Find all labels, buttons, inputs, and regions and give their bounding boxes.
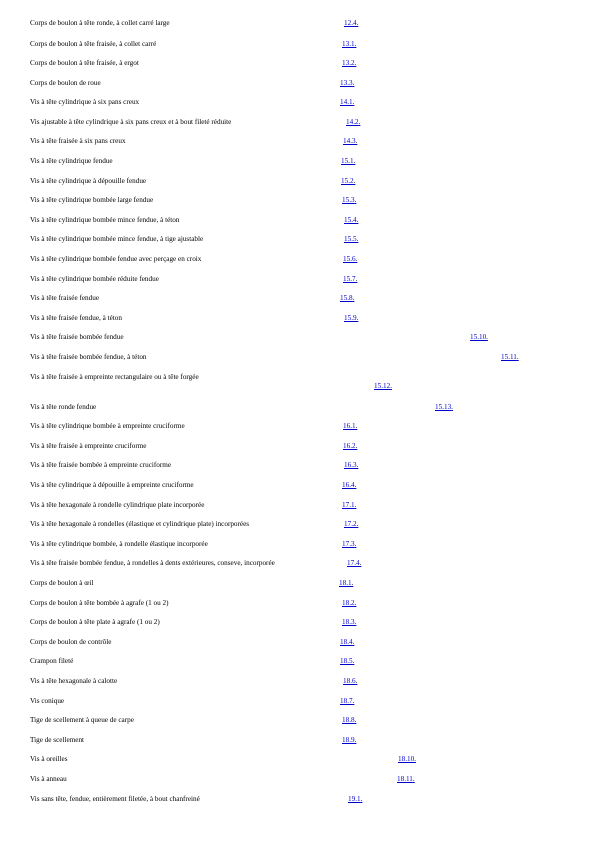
- index-term: Vis à tête cylindrique à dépouille à empreinte cruciforme: [30, 481, 194, 489]
- index-ref-link[interactable]: 15.11.: [501, 353, 519, 361]
- index-term: Vis à tête fraisée à empreinte rectangulaire ou à tête forgée: [30, 373, 199, 381]
- index-ref-link[interactable]: 14.1.: [340, 98, 355, 106]
- index-term: Tige de scellement à queue de carpe: [30, 716, 134, 724]
- index-ref-link[interactable]: 17.4.: [347, 559, 362, 567]
- index-entry: [30, 196, 575, 208]
- index-entry: [30, 716, 575, 728]
- index-ref-link[interactable]: 16.4.: [342, 481, 357, 489]
- index-ref-link[interactable]: 15.10.: [470, 333, 488, 341]
- index-ref-link[interactable]: 18.1.: [339, 579, 354, 587]
- index-entry: [30, 697, 575, 709]
- index-entry: [30, 59, 575, 71]
- index-ref-link[interactable]: 15.2.: [341, 177, 356, 185]
- index-term: Vis à tête cylindrique à dépouille fendue: [30, 177, 147, 185]
- index-ref-link[interactable]: 15.9.: [344, 314, 359, 322]
- index-ref-link[interactable]: 15.7.: [343, 275, 358, 283]
- index-entry: [30, 98, 575, 110]
- index-ref-link[interactable]: 15.4.: [344, 216, 359, 224]
- index-term: Vis à anneau: [30, 775, 67, 783]
- index-ref-link[interactable]: 18.9.: [342, 736, 357, 744]
- index-term: Vis à tête fraisée fendue, à téton: [30, 314, 122, 322]
- index-entry: [30, 442, 575, 454]
- index-ref-link[interactable]: 17.3.: [342, 540, 357, 548]
- index-term: Vis à tête cylindrique fendue: [30, 157, 113, 165]
- index-term: Vis à tête fraisée à empreinte cruciforme: [30, 442, 147, 450]
- index-ref-link[interactable]: 15.1.: [341, 157, 356, 165]
- index-term: Crampon fileté: [30, 657, 74, 665]
- index-term: Vis à tête fraisée fendue: [30, 294, 100, 302]
- index-entry: [30, 677, 575, 689]
- index-term: Corps de boulon à œil: [30, 579, 94, 587]
- index-entry: [30, 501, 575, 513]
- index-entry: [30, 79, 575, 91]
- index-entry: [30, 579, 575, 591]
- index-ref-link[interactable]: 16.2.: [343, 442, 358, 450]
- index-entry: [30, 40, 575, 52]
- index-ref-link[interactable]: 16.1.: [343, 422, 358, 430]
- index-entry: [30, 520, 575, 532]
- index-term: Corps de boulon de roue: [30, 79, 101, 87]
- index-term: Corps de boulon à tête fraisée, à ergot: [30, 59, 139, 67]
- index-entry: [30, 618, 575, 630]
- index-ref-link[interactable]: 18.4.: [340, 638, 355, 646]
- index-ref-link[interactable]: 16.3.: [344, 461, 359, 469]
- index-entry: [30, 638, 575, 650]
- index-ref-link[interactable]: 15.3.: [342, 196, 357, 204]
- index-term: Tige de scellement: [30, 736, 85, 744]
- index-entry: [30, 177, 575, 189]
- index-entry: [30, 275, 575, 287]
- index-ref-link[interactable]: 15.12.: [374, 382, 392, 390]
- index-entry: [30, 353, 575, 365]
- index-ref-link[interactable]: 12.4.: [344, 19, 359, 27]
- index-ref-link[interactable]: 18.8.: [342, 716, 357, 724]
- index-term: Vis sans tête, fendue, entièrement filetée, à bout chanfreiné: [30, 795, 200, 803]
- index-entry: [30, 255, 575, 267]
- index-term: Vis à tête hexagonale à calotte: [30, 677, 118, 685]
- index-term: Vis à tête hexagonale à rondelles (élastique et cylindrique plate) incorporées: [30, 520, 250, 528]
- index-entry: [30, 333, 575, 345]
- index-ref-link[interactable]: 13.3.: [340, 79, 355, 87]
- index-ref-link[interactable]: 14.3.: [343, 137, 358, 145]
- index-term: Vis ajustable à tête cylindrique à six pans creux et à bout fileté réduite: [30, 118, 232, 126]
- index-term: Vis à tête ronde fendue: [30, 403, 97, 411]
- index-term: Corps de boulon à tête plate à agrafe (1 ou 2): [30, 618, 160, 626]
- index-ref-link[interactable]: 18.6.: [343, 677, 358, 685]
- index-entry: [30, 736, 575, 748]
- index-entry: [30, 403, 575, 415]
- index-entry: [30, 216, 575, 228]
- index-entry: [30, 540, 575, 552]
- index-entry: [30, 314, 575, 326]
- index-ref-link[interactable]: 17.2.: [344, 520, 359, 528]
- index-entry: [30, 19, 575, 31]
- index-entry: [30, 599, 575, 611]
- index-term: Vis à tête cylindrique à six pans creux: [30, 98, 140, 106]
- index-entry: [30, 481, 575, 493]
- index-term: Vis à tête fraisée bombée fendue, à rondelles à dents extérieures, conseve, incorporée: [30, 559, 275, 567]
- index-entry: [30, 294, 575, 306]
- index-ref-link[interactable]: 18.7.: [340, 697, 355, 705]
- index-term: Vis conique: [30, 697, 65, 705]
- index-ref-link[interactable]: 19.1.: [348, 795, 363, 803]
- index-term: Vis à tête cylindrique bombée mince fendue, à téton: [30, 216, 180, 224]
- index-ref-link[interactable]: 15.8.: [340, 294, 355, 302]
- index-term: Corps de boulon à tête ronde, à collet carré large: [30, 19, 170, 27]
- index-entry: [30, 775, 575, 787]
- index-ref-link[interactable]: 14.2.: [346, 118, 361, 126]
- index-ref-link[interactable]: 18.2.: [342, 599, 357, 607]
- index-term: Vis à tête fraisée bombée fendue: [30, 333, 124, 341]
- index-entry: [30, 795, 575, 807]
- index-entry: [30, 157, 575, 169]
- index-term: Vis à tête cylindrique bombée fendue avec perçage en croix: [30, 255, 202, 263]
- index-ref-link[interactable]: 15.6.: [343, 255, 358, 263]
- index-ref-link[interactable]: 18.5.: [340, 657, 355, 665]
- index-entry: [30, 137, 575, 149]
- index-ref-link[interactable]: 18.3.: [342, 618, 357, 626]
- index-term: Vis à tête cylindrique bombée large fendue: [30, 196, 154, 204]
- index-ref-link[interactable]: 15.5.: [344, 235, 359, 243]
- index-entry: [30, 657, 575, 669]
- index-term: Vis à tête fraisée à six pans creux: [30, 137, 126, 145]
- index-ref-link[interactable]: 15.13.: [435, 403, 453, 411]
- index-term: Vis à tête fraisée bombée fendue, à téton: [30, 353, 147, 361]
- index-ref-link[interactable]: 17.1.: [342, 501, 357, 509]
- index-ref-link[interactable]: 13.1.: [342, 40, 357, 48]
- index-ref-link[interactable]: 18.10.: [398, 755, 416, 763]
- index-term: Corps de boulon à tête bombée à agrafe (1 ou 2): [30, 599, 169, 607]
- index-term: Vis à oreilles: [30, 755, 68, 763]
- index-term: Corps de boulon de contrôle: [30, 638, 112, 646]
- index-term: Vis à tête cylindrique bombée à empreinte cruciforme: [30, 422, 185, 430]
- index-term: Vis à tête cylindrique bombée, à rondelle élastique incorporée: [30, 540, 208, 548]
- index-entry: [30, 755, 575, 767]
- index-term: Vis à tête cylindrique bombée mince fendue, à tige ajustable: [30, 235, 204, 243]
- index-entry: [30, 559, 575, 571]
- index-ref-link[interactable]: 18.11.: [397, 775, 415, 783]
- index-entry: [30, 118, 575, 130]
- index-term: Vis à tête hexagonale à rondelle cylindrique plate incorporée: [30, 501, 205, 509]
- index-ref-link[interactable]: 13.2.: [342, 59, 357, 67]
- index-term: Vis à tête cylindrique bombée réduite fendue: [30, 275, 159, 283]
- index-entry: [30, 373, 575, 393]
- index-entry: [30, 422, 575, 434]
- index-term: Vis à tête fraisée bombée à empreinte cruciforme: [30, 461, 172, 469]
- index-entry: [30, 235, 575, 247]
- index-term: Corps de boulon à tête fraisée, à collet carré: [30, 40, 157, 48]
- index-entry: [30, 461, 575, 473]
